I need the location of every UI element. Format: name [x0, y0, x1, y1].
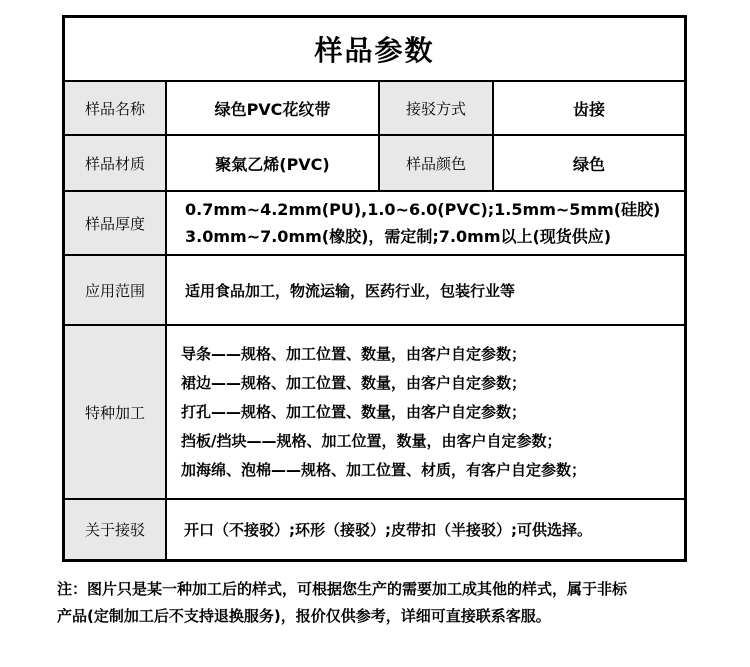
thickness-line-1: 0.7mm~4.2mm(PU),1.0~6.0(PVC);1.5mm~5mm(硅胶): [185, 200, 661, 219]
value-special-processing: [165, 326, 684, 498]
label-joint-method: 接驳方式: [378, 82, 492, 134]
page-title: 样品参数: [314, 34, 435, 67]
table-row-thickness: [65, 190, 684, 254]
application-text: 适用食品加工，物流运输，医药行业，包装行业等: [185, 281, 516, 300]
special-line-4: 挡板/挡块——规格、加工位置，数量，由客户自定参数；: [181, 431, 562, 450]
label-special-processing: 特种加工: [65, 326, 165, 498]
table-row-about-joint: [65, 498, 684, 559]
thickness-line-2: 3.0mm~7.0mm(橡胶)，需定制;7.0mm以上(现货供应): [185, 227, 612, 246]
label-sample-color: 样品颜色: [378, 136, 492, 190]
label-sample-material: 样品材质: [65, 136, 165, 190]
value-application-scope: [165, 256, 684, 324]
value-sample-color: 绿色: [492, 136, 684, 190]
label-application-scope: 应用范围: [65, 256, 165, 324]
label-about-joint: 关于接驳: [65, 500, 165, 559]
note-line-2: 产品(定制加工后不支持退换服务)，报价仅供参考，详细可直接联系客服。: [57, 607, 551, 625]
value-sample-name: 绿色PVC花纹带: [165, 82, 378, 134]
value-sample-material: 聚氣乙烯(PVC): [165, 136, 378, 190]
value-about-joint: [165, 500, 684, 559]
footer-note: [57, 576, 702, 630]
special-line-2: 裙边——规格、加工位置、数量，由客户自定参数；: [181, 373, 527, 392]
value-sample-thickness: [165, 192, 684, 254]
special-line-3: 打孔——规格、加工位置、数量，由客户自定参数；: [181, 402, 527, 421]
label-sample-name: 样品名称: [65, 82, 165, 134]
special-line-1: 导条——规格、加工位置、数量，由客户自定参数；: [181, 344, 527, 363]
table-row-application: [65, 254, 684, 324]
special-line-5: 加海绵、泡棉——规格、加工位置、材质，有客户自定参数；: [181, 460, 587, 479]
joint-text: 开口（不接驳）;环形（接驳）;皮带扣（半接驳）;可供选择。: [184, 521, 592, 539]
sample-parameters-table: [62, 15, 687, 562]
note-line-1: 注：图片只是某一种加工后的样式，可根据您生产的需要加工成其他的样式，属于非标: [57, 580, 628, 598]
table-row-special-processing: [65, 324, 684, 498]
table-row-material-color: [65, 134, 684, 190]
table-row-name-joint-method: [65, 80, 684, 134]
table-title-row: [65, 18, 684, 80]
value-joint-method: 齿接: [492, 82, 684, 134]
label-sample-thickness: 样品厚度: [65, 192, 165, 254]
